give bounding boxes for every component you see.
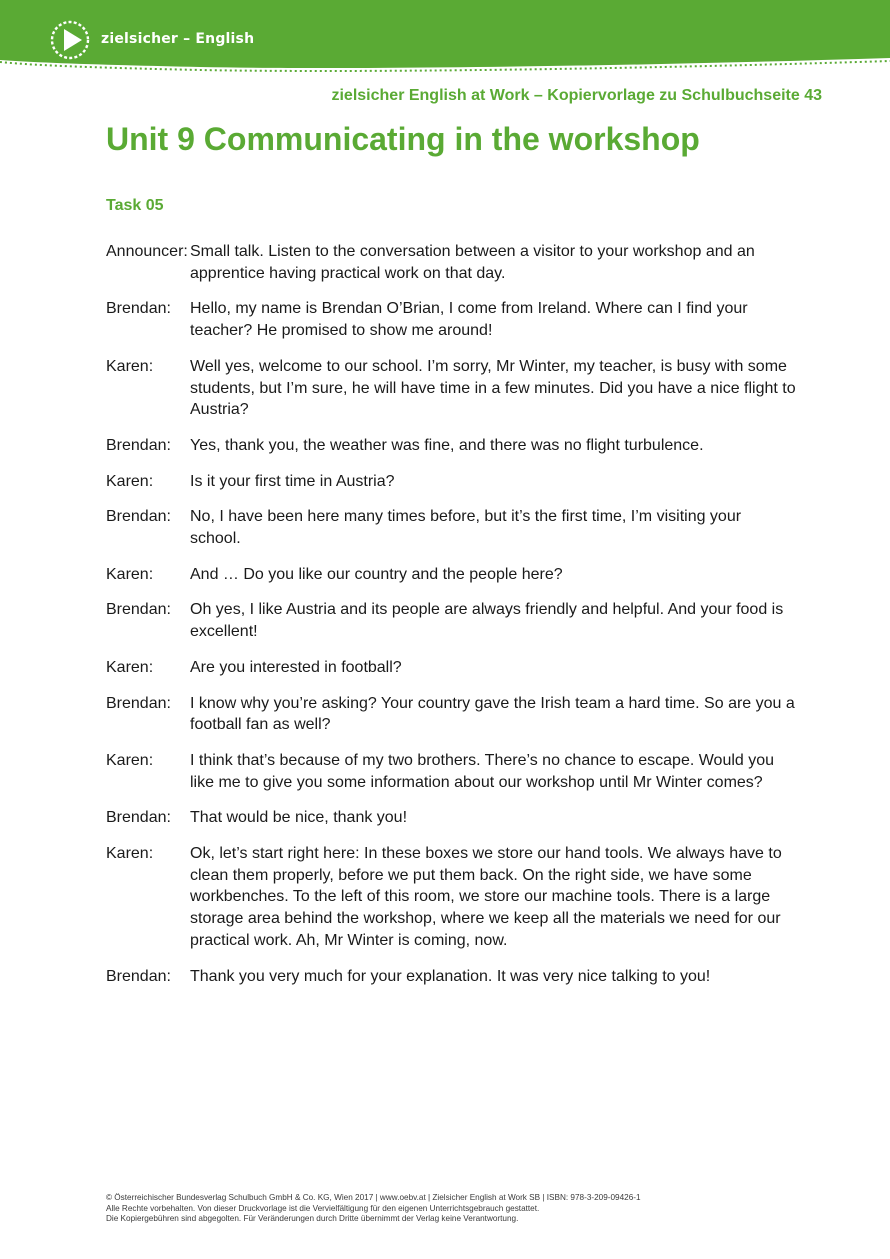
dialogue-turn: [106, 966, 796, 988]
dialogue-turn: [106, 807, 796, 829]
dialogue-turn: [106, 435, 796, 457]
speaker-label: Brendan:: [106, 436, 171, 454]
speaker-label: Karen:: [106, 751, 154, 769]
speech-text: Thank you very much for your explanation. It was very nice talking to you!: [190, 967, 711, 985]
speech-text: I know why you’re asking? Your country gave the Irish team a hard time. So are you a football fan as well?: [190, 694, 795, 734]
speech-text: And … Do you like our country and the people here?: [190, 565, 563, 583]
dialogue-turn: [106, 356, 796, 421]
footer-line: © Österreichischer Bundesverlag Schulbuch GmbH & Co. KG, Wien 2017 | www.oebv.at | Zielsicher English at Work SB | ISBN: 978-3-209-09426-1: [106, 1193, 641, 1202]
speaker-label: Karen:: [106, 357, 154, 375]
dialogue-turn: [106, 693, 796, 736]
speech-text: Ok, let’s start right here: In these boxes we store our hand tools. We always have to clean them properly, before we put them back. On the right side, we have some workbenches. To the left of this room, we store our machine tools. There is a large storage area behind the workshop, where we keep all the materials we need for our practical work. Ah, Mr Winter is coming, now.: [190, 845, 782, 949]
dialogue-turn: [106, 564, 796, 586]
speaker-label: Announcer:: [106, 243, 188, 260]
speaker-label: Brendan:: [106, 694, 171, 712]
speaker-label: Brendan:: [106, 508, 171, 526]
speech-text: No, I have been here many times before, but it’s the first time, I’m visiting your school.: [190, 508, 742, 548]
speech-text: Yes, thank you, the weather was fine, and there was no flight turbulence.: [190, 436, 704, 454]
dialogue-turn: [106, 298, 796, 341]
dialogue-turn: [106, 599, 796, 642]
speech-text: Well yes, welcome to our school. I’m sorry, Mr Winter, my teacher, is busy with some students, but I’m sure, he will have time in a few minutes. Did you have a nice flight to Austria?: [190, 357, 796, 419]
speaker-label: Karen:: [106, 845, 154, 863]
speech-text: I think that’s because of my two brothers. There’s no chance to escape. Would you like me to give you some information about our workshop until Mr Winter comes?: [190, 751, 775, 791]
speech-text: Oh yes, I like Austria and its people are always friendly and helpful. And your food is excellent!: [190, 601, 784, 641]
dialogue-turn: [106, 843, 796, 952]
speaker-label: Brendan:: [106, 967, 171, 985]
dialogue-turn: [106, 471, 796, 493]
speaker-label: Brendan:: [106, 809, 171, 827]
speaker-label: Karen:: [106, 565, 154, 583]
speaker-label: Brendan:: [106, 300, 171, 318]
page-subtitle: zielsicher English at Work – Kopiervorlage zu Schulbuchseite 43: [331, 87, 822, 104]
speech-text: Is it your first time in Austria?: [190, 472, 395, 490]
dialogue-turn: [106, 506, 796, 549]
dialogue-turn: [106, 750, 796, 793]
logo-text: zielsicher – English: [101, 31, 255, 47]
task-label: Task 05: [106, 197, 164, 214]
speaker-label: Brendan:: [106, 601, 171, 619]
speaker-label: Karen:: [106, 472, 154, 490]
dialogue-turn: [106, 657, 796, 679]
copyright-footer: [106, 1193, 806, 1225]
footer-line: Die Kopiergebühren sind abgegolten. Für Veränderungen durch Dritte übernimmt der Verlag keine Verantwortung.: [106, 1214, 519, 1223]
speaker-label: Karen:: [106, 658, 154, 676]
speech-text: That would be nice, thank you!: [190, 809, 408, 827]
speech-text: Hello, my name is Brendan O’Brian, I come from Ireland. Where can I find your teacher? He promised to show me around!: [190, 300, 748, 340]
speech-text: Are you interested in football?: [190, 658, 402, 676]
dialogue-turn: [106, 241, 796, 284]
footer-line: Alle Rechte vorbehalten. Von dieser Druckvorlage ist die Vervielfältigung für den eigenen Unterrichtsgebrauch gestattet.: [106, 1203, 540, 1213]
page-title: Unit 9 Communicating in the workshop: [106, 121, 700, 157]
speech-text: Small talk. Listen to the conversation between a visitor to your workshop and an apprentice having practical work on that day.: [190, 243, 755, 282]
dialogue: [106, 241, 796, 1001]
